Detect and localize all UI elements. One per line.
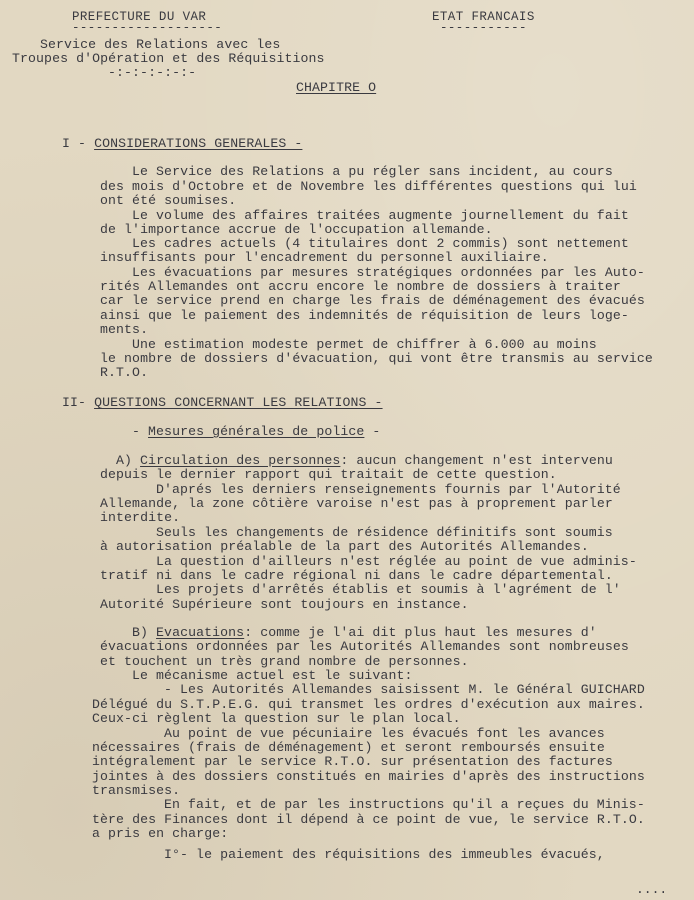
partB-line: I°- le paiement des réquisitions des immeubles évacués,: [164, 847, 605, 862]
continuation-dots: ....: [636, 882, 668, 897]
partA-line: D'aprés les derniers renseignements fournis par l'Autorité: [156, 482, 621, 497]
section1-number: I -: [62, 136, 95, 151]
s1-line: Les évacuations par mesures stratégiques ordonnées par les Auto-: [132, 265, 645, 280]
partB-line: Le mécanisme actuel est le suivant:: [132, 668, 413, 683]
service-rule: -:-:-:-:-:-: [108, 65, 197, 80]
partA-line: Seuls les changements de résidence définitifs sont soumis: [156, 525, 613, 540]
section2-subheading: [132, 425, 380, 439]
partB-label: B): [132, 625, 157, 640]
partB-first-line: [132, 626, 597, 640]
partA-line: depuis le dernier rapport qui traitait de cette question.: [100, 467, 557, 482]
partA-line: Allemande, la zone côtière varoise n'est pas à proprement parler: [100, 496, 613, 511]
section2-number: II-: [62, 395, 95, 410]
partA-line: La question d'ailleurs n'est réglée au point de vue adminis-: [156, 554, 637, 569]
s1-line: ments.: [100, 322, 149, 337]
s1-line: ont été soumises.: [100, 193, 237, 208]
section1-heading: [62, 137, 302, 151]
partB-line: tère des Finances dont il dépend à ce point de vue, le service R.T.O.: [92, 812, 645, 827]
partB-line: jointes à des dossiers constitués en mairies d'après des instructions: [92, 769, 645, 784]
partA-label: A): [116, 453, 141, 468]
partB-line: et touchent un très grand nombre de personnes.: [100, 654, 469, 669]
s1-line: Les cadres actuels (4 titulaires dont 2 commis) sont nettement: [132, 236, 629, 251]
chapter-title: CHAPITRE O: [296, 80, 377, 95]
partA-line: tratif ni dans le cadre régional ni dans le cadre départemental.: [100, 568, 613, 583]
partA-line: Autorité Supérieure sont toujours en instance.: [100, 597, 469, 612]
s1-line: R.T.O.: [100, 365, 149, 380]
etat-title: ETAT FRANCAIS: [432, 10, 535, 24]
subheading-title: Mesures générales de police: [148, 424, 365, 439]
section1-title: CONSIDERATIONS GENERALES -: [94, 136, 303, 151]
s1-line: de l'importance accrue de l'occupation allemande.: [100, 222, 493, 237]
partB-line: a pris en charge:: [92, 826, 229, 841]
partB-line: Ceux-ci règlent la question sur le plan local.: [92, 711, 461, 726]
s1-line: rités Allemandes ont accru encore le nombre de dossiers à traiter: [100, 279, 621, 294]
s1-line: Le volume des affaires traitées augmente journellement du fait: [132, 208, 629, 223]
section2-title: QUESTIONS CONCERNANT LES RELATIONS -: [94, 395, 383, 410]
partB-line: nécessaires (frais de déménagement) et seront remboursés ensuite: [92, 740, 605, 755]
prefecture-title: PREFECTURE DU VAR: [72, 10, 207, 24]
section2-heading: [62, 396, 383, 410]
s1-line: Le Service des Relations a pu régler sans incident, au cours: [132, 164, 613, 179]
partA-title: Circulation des personnes: [140, 453, 341, 468]
partB-line: Au point de vue pécuniaire les évacués font les avances: [164, 726, 605, 741]
s1-line: le nombre de dossiers d'évacuation, qui vont être transmis au service: [100, 351, 653, 366]
subheading-tail: -: [364, 424, 381, 439]
partB-line: Délégué du S.T.P.E.G. qui transmet les ordres d'exécution aux maires.: [92, 697, 645, 712]
partB-line: En fait, et de par les instructions qu'il a reçues du Minis-: [164, 797, 645, 812]
s1-line: ainsi que le paiement des indemnités de réquisition de leurs loge-: [100, 308, 629, 323]
partA-line: Les projets d'arrêtés établis et soumis à l'agrément de l': [156, 582, 621, 597]
s1-line: car le service prend en charge les frais de déménagement des évacués: [100, 293, 645, 308]
partB-line: : comme je l'ai dit plus haut les mesures d': [244, 625, 597, 640]
partB-line: transmises.: [92, 783, 181, 798]
partB-line: - Les Autorités Allemandes saisissent M. le Général GUICHARD: [164, 682, 645, 697]
etat-rule: -----------: [440, 21, 527, 35]
subheading-dash: -: [132, 424, 149, 439]
partA-line: interdite.: [100, 510, 181, 525]
partB-line: intégralement par le service R.T.O. sur présentation des factures: [92, 754, 613, 769]
service-line-2: Troupes d'Opération et des Réquisitions: [12, 51, 325, 66]
s1-line: insuffisants pour l'encadrement du personnel auxiliaire.: [100, 250, 549, 265]
prefecture-rule: -------------------: [72, 21, 223, 35]
partA-line: à autorisation préalable de la part des Autorités Allemandes.: [100, 539, 589, 554]
service-line-1: Service des Relations avec les: [40, 37, 281, 52]
partA-first-line: [116, 454, 613, 468]
s1-line: Une estimation modeste permet de chiffrer à 6.000 au moins: [132, 337, 597, 352]
s1-line: des mois d'Octobre et de Novembre les différentes questions qui lui: [100, 179, 637, 194]
partB-title: Evacuations: [156, 625, 245, 640]
partB-line: évacuations ordonnées par les Autorités Allemandes sont nombreuses: [100, 639, 629, 654]
partA-line: : aucun changement n'est intervenu: [340, 453, 613, 468]
